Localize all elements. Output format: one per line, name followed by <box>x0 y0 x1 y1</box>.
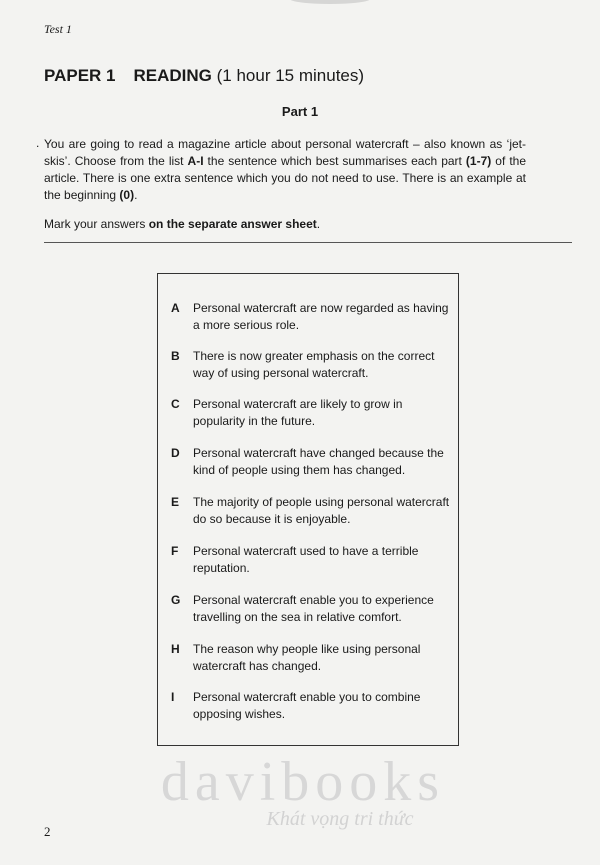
instructions-example: (0) <box>119 188 135 202</box>
divider-rule <box>44 242 572 243</box>
paper-label: PAPER 1 <box>44 66 116 85</box>
option-letter: D <box>171 446 180 460</box>
mark-answers-line <box>44 217 320 231</box>
paper-title <box>44 66 364 86</box>
option-letter: E <box>171 495 180 509</box>
option-letter: C <box>171 397 180 411</box>
instructions-text-1: You are going to read a magazine article about personal watercraft – also known as ‘jet-skis’. Choose from the list <box>44 137 526 168</box>
option-letter: I <box>171 690 175 704</box>
option-text: Personal watercraft are likely to grow in popularity in the future. <box>193 397 403 428</box>
mark-answers-prefix: Mark your answers <box>44 217 149 231</box>
instructions-range: A-I <box>187 154 204 168</box>
section-label: READING <box>133 66 212 85</box>
option-text: Personal watercraft enable you to combine opposing wishes. <box>193 690 421 721</box>
scan-shadow <box>290 0 370 4</box>
option-letter: G <box>171 593 181 607</box>
option-text: Personal watercraft are now regarded as having a more serious role. <box>193 301 449 332</box>
option-text: The reason why people like using personal watercraft has changed. <box>193 642 421 673</box>
running-head: Test 1 <box>44 22 72 36</box>
instructions-parts: (1-7) <box>465 154 492 168</box>
option-text: Personal watercraft have changed because the kind of people using them has changed. <box>193 446 444 477</box>
options-box <box>157 273 459 746</box>
option-text: The majority of people using personal watercraft do so because it is enjoyable. <box>193 495 450 526</box>
option-text: There is now greater emphasis on the correct way of using personal watercraft. <box>193 349 435 380</box>
mark-answers-emphasis: on the separate answer sheet <box>148 217 317 231</box>
instructions-bullet: . <box>36 136 40 150</box>
instructions <box>36 136 527 204</box>
instructions-text-4: . <box>134 188 138 202</box>
part-title: Part 1 <box>281 104 319 119</box>
instructions-text-3: of the article. There is one extra sentence which you do not need to use. There is an example at the beginning <box>44 154 527 202</box>
duration-label: (1 hour 15 minutes) <box>216 66 365 85</box>
option-text: Personal watercraft enable you to experience travelling on the sea in relative comfort. <box>193 593 434 624</box>
watermark-tagline: Khát vọng tri thức <box>266 808 414 830</box>
option-letter: F <box>171 544 179 558</box>
option-letter: B <box>171 349 180 363</box>
watermark-brand: davibooks <box>160 751 446 813</box>
mark-answers-suffix: . <box>316 217 321 231</box>
instructions-text-2: the sentence which best summarises each part <box>203 154 466 168</box>
page-number: 2 <box>44 824 51 839</box>
option-letter: A <box>171 301 180 315</box>
option-text: Personal watercraft used to have a terrible reputation. <box>193 544 419 575</box>
option-letter: H <box>171 642 180 656</box>
